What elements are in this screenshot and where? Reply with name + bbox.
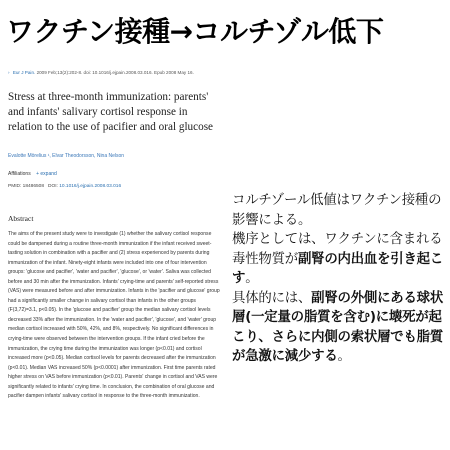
commentary-p2-text: 機序としては、ワクチンに含まれる毒性物質が <box>232 232 443 267</box>
citation-details: 2009 Feb;13(2):202-8. doi: 10.1016/j.ejpain.2008.03.016. Epub 2008 May 16. <box>36 70 194 75</box>
identifiers-row <box>8 184 121 190</box>
page-headline: ワクチン接種→コルチゾル低下 <box>6 15 384 48</box>
abstract-body: The aims of the present study were to investigate (1) whether the salivary cortisol response could be dampened during a routine three-month immunization if the infant received sweet-tasting solution in combination with a pacifier and (2) stress experienced by parents during immunization of the infant. Ninety-eight infants were included into one of four intervention groups: 'glucose and pacifier', 'water and pacifier', 'glucose', or 'water'. Saliva was collected before and 30 min after the immunization. Infants' crying-time and parents' self-reported stress (VAS) were measured before and after immunization. Infants in the 'pacifier and glucose' group had a significantly smaller change in salivary cortisol than infants in the other groups (F(3,72)=3.1, p<0.05). In the 'glucose and pacifier' group the median salivary cortisol levels decreased 33% after the immunization. In the 'water and pacifier', 'glucose', and 'water' group median cortisol increased with 50%, 42%, and 8%, respectively. No significant differences in crying-time were observed between the intervention groups. If the infant cried before the immunization, the crying time during the immunization was longer (p<0.01) and cortisol increased more (p<0.05). Median cortisol levels for parents decreased after the immunization (p<0.01). Median VAS increased 50% (p<0.0001) after immunization. First time parents rated higher stress on VAS before immunization (p<0.01). Parents' change in cortisol and VAS were significantly related to infants' crying time. In conclusion, the combination of oral glucose and pacifier dampen infants' salivary cortisol in response to the three-month immunization. <box>8 231 220 400</box>
commentary-p2-end: 。 <box>245 271 259 286</box>
commentary-paragraph-2 <box>232 230 446 289</box>
paper-title: Stress at three-month immunization: parents' and infants' salivary cortisol response in relation to the use of pacifier and oral glucose <box>8 91 214 133</box>
commentary-p3-emphasis: 副腎の外側にある球状層(一定量の脂質を含む)に壊死が起こり、さらに内側の索状層でも脂質が急激に減少する <box>232 290 444 364</box>
affiliations-row <box>8 171 57 177</box>
commentary-paragraph-3 <box>232 289 446 367</box>
commentary-paragraph-1: コルチゾール低値はワクチン接種の影響による。 <box>232 193 442 228</box>
doi-label: DOI: <box>48 184 58 189</box>
chevron-right-icon[interactable]: › <box>8 70 10 75</box>
abstract-heading: Abstract <box>8 214 34 223</box>
doi-link[interactable]: 10.1016/j.ejpain.2008.03.016 <box>59 184 122 189</box>
commentary-p2-emphasis: 副腎の内出血を引き起こす <box>232 251 444 286</box>
journal-link[interactable]: Eur J Pain. <box>12 70 36 75</box>
affiliations-expand-button[interactable]: + expand <box>36 171 57 177</box>
pubmed-abstract-screenshot <box>0 62 228 450</box>
affiliations-label: Affiliations <box>8 171 31 177</box>
pmid-label: PMID: 18486508 <box>8 184 45 189</box>
commentary-p3-end: 。 <box>337 349 351 364</box>
commentary-p3-text: 具体的には、 <box>232 290 312 306</box>
citation-line <box>8 70 194 76</box>
author-list[interactable]: Evalotte Mörelius ¹, Elvar Theodorsson, Nina Nelson <box>8 153 125 159</box>
japanese-commentary <box>232 191 446 367</box>
